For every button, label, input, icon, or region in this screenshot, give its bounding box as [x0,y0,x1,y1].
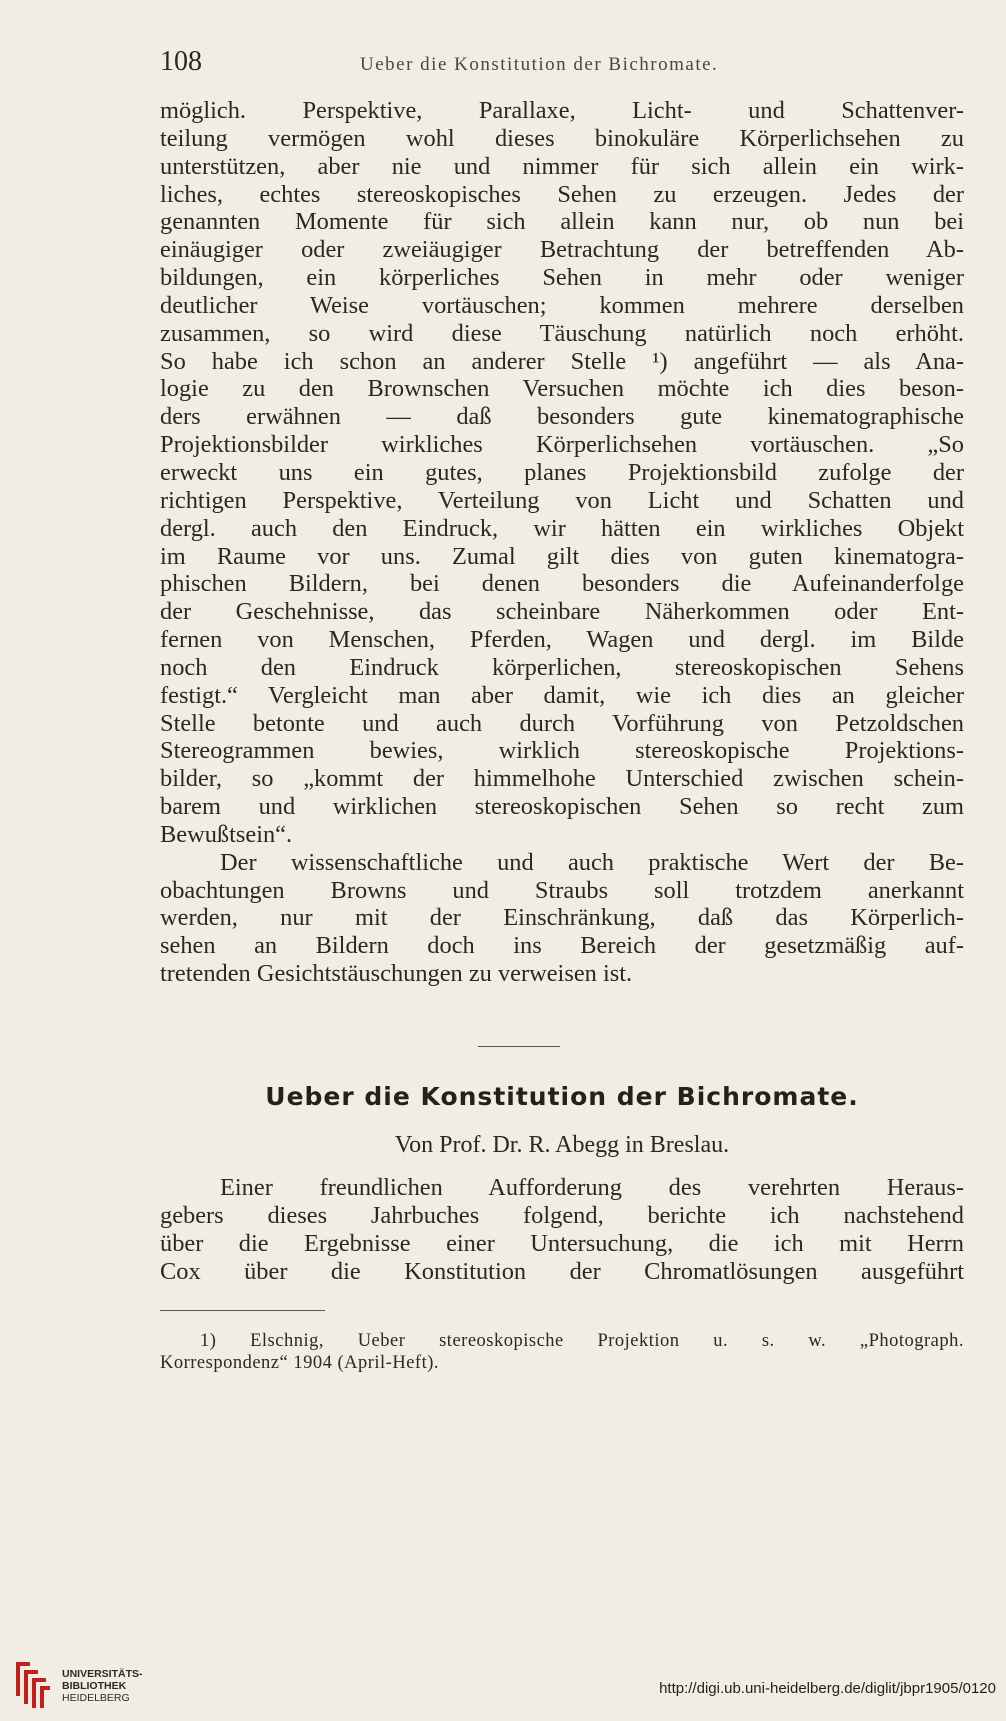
text-line: über die Ergebnisse einer Untersuchung, die ich mit Herrn [160,1230,964,1257]
text-line: So habe ich schon an anderer Stelle ¹) angeführt — als Ana- [160,347,964,375]
body-text [160,97,964,988]
footnote-line: 1) Elschnig, Ueber stereoskopische Projektion u. s. w. „Photograph. [200,1331,964,1351]
text-line: genannten Momente für sich allein kann nur, ob nun bei [160,208,964,236]
text-line: logie zu den Brownschen Versuchen möchte ich dies beson- [160,375,964,403]
article-author: Von Prof. Dr. R. Abegg in Breslau. [394,1132,730,1158]
library-logo-icon [10,1656,54,1712]
library-logo [10,1656,160,1712]
text-line: zusammen, so wird diese Täuschung natürlich noch erhöht. [160,319,964,347]
section-divider [478,1046,560,1047]
article-intro [160,1174,964,1286]
text-line: phischen Bildern, bei denen besonders die Aufeinanderfolge [160,570,964,598]
text-line: gebers dieses Jahrbuches folgend, berichte ich nachstehend [160,1202,964,1229]
text-line: ders erwähnen — daß besonders gute kinematographische [160,403,964,431]
text-line: Cox über die Konstitution der Chromatlösungen ausgeführt [160,1258,964,1285]
text-line: der Geschehnisse, das scheinbare Näherkommen oder Ent- [160,598,964,626]
footnote-line: Korrespondenz“ 1904 (April-Heft). [160,1353,440,1373]
text-line: tretenden Gesichtstäuschungen zu verweisen ist. [160,960,633,988]
logo-line: UNIVERSITÄTS- [62,1668,143,1680]
library-logo-text [62,1668,143,1704]
text-line: obachtungen Browns und Straubs soll trotzdem anerkannt [160,876,964,904]
text-line: Einer freundlichen Aufforderung des verehrten Heraus- [220,1174,964,1201]
text-line: unterstützen, aber nie und nimmer für sich allein ein wirk- [160,152,964,180]
text-line: liches, echtes stereoskopisches Sehen zu erzeugen. Jedes der [160,180,964,208]
text-line: festigt.“ Vergleicht man aber damit, wie ich dies an gleicher [160,681,964,709]
footnote-rule [160,1310,325,1311]
text-line: Stelle betonte und auch durch Vorführung von Petzoldschen [160,709,964,737]
text-line: werden, nur mit der Einschränkung, daß das Körperlich- [160,904,964,932]
source-url-link[interactable]: http://digi.ub.uni-heidelberg.de/diglit/jbpr1905/0120 [659,1680,996,1697]
text-line: bilder, so „kommt der himmelhohe Unterschied zwischen schein- [160,765,964,793]
text-line: Bewußtsein“. [160,820,293,848]
article-title: Ueber die Konstitution der Bichromate. [265,1082,859,1111]
text-line: möglich. Perspektive, Parallaxe, Licht- und Schattenver- [160,97,964,124]
footnote [160,1330,964,1374]
text-line: sehen an Bildern doch ins Bereich der gesetzmäßig auf- [160,932,964,960]
text-line: richtigen Perspektive, Verteilung von Licht und Schatten und [160,486,964,514]
page-header [160,46,960,86]
text-line: Der wissenschaftliche und auch praktische Wert der Be- [220,848,964,876]
text-line: bildungen, ein körperliches Sehen in mehr oder weniger [160,264,964,292]
running-title: Ueber die Konstitution der Bichromate. [360,54,719,75]
text-line: barem und wirklichen stereoskopischen Sehen so recht zum [160,793,964,821]
text-line: Projektionsbilder wirkliches Körperlichsehen vortäuschen. „So [160,431,964,459]
logo-line: BIBLIOTHEK [62,1680,127,1692]
text-line: einäugiger oder zweiäugiger Betrachtung der betreffenden Ab- [160,236,964,264]
text-line: dergl. auch den Eindruck, wir hätten ein wirkliches Objekt [160,514,964,542]
text-line: noch den Eindruck körperlichen, stereoskopischen Sehens [160,653,964,681]
logo-line: HEIDELBERG [62,1692,130,1704]
text-line: Stereogrammen bewies, wirklich stereoskopische Projektions- [160,737,964,765]
text-line: erweckt uns ein gutes, planes Projektionsbild zufolge der [160,458,964,486]
text-line: deutlicher Weise vortäuschen; kommen mehrere derselben [160,291,964,319]
page-number: 108 [160,46,202,77]
text-line: im Raume vor uns. Zumal gilt dies von guten kinematogra- [160,542,964,570]
text-line: fernen von Menschen, Pferden, Wagen und dergl. im Bilde [160,626,964,654]
text-line: teilung vermögen wohl dieses binokuläre Körperlichsehen zu [160,124,964,152]
